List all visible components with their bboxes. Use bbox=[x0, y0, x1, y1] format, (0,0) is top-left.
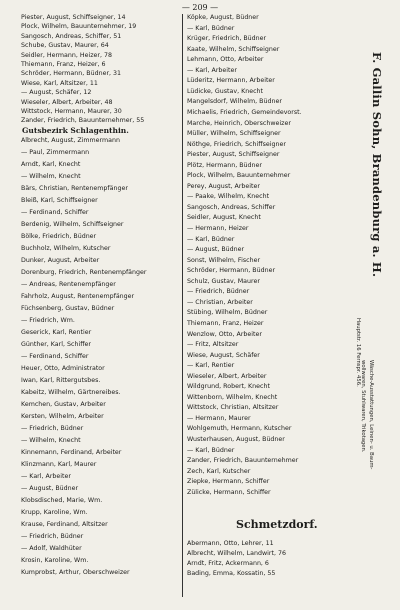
directory-entry: Piester, August, Schiffseigner bbox=[187, 151, 280, 159]
directory-entry: Kinnemann, Ferdinand, Arbeiter bbox=[21, 449, 122, 456]
section-heading-schmetzdorf: Schmetzdorf. bbox=[236, 518, 318, 531]
page-number: — 209 — bbox=[181, 3, 219, 12]
directory-entry: Geserick, Karl, Rentier bbox=[21, 329, 92, 336]
directory-entry: — Karl, Büdner bbox=[187, 24, 235, 32]
directory-entry: Plock, Wilhelm, Bauunternehmer, 19 bbox=[21, 23, 137, 31]
directory-entry: Perey, August, Arbeiter bbox=[187, 182, 260, 190]
directory-entry: Schröder, Hermann, Büdner, 31 bbox=[21, 70, 122, 78]
directory-entry: — Ferdinand, Schiffer bbox=[21, 209, 89, 216]
directory-entry: — Friedrich, Büdner bbox=[21, 425, 84, 432]
directory-entry: Nöthge, Friedrich, Schiffseigner bbox=[187, 140, 286, 148]
ad-text-line-1: Wäsche-Ausstattungen, Leinen- u. Baum- bbox=[368, 360, 374, 470]
directory-entry: — Friedrich, Büdner bbox=[21, 533, 84, 540]
directory-entry: Dorenburg, Friedrich, Rentenempfänger bbox=[21, 269, 147, 276]
directory-entry: Seidler, August, Knecht bbox=[187, 214, 261, 222]
directory-entry: Zülicke, Hermann, Schiffer bbox=[187, 488, 271, 496]
directory-entry: Klobsdisched, Marie, Wm. bbox=[21, 497, 103, 504]
directory-entry: Wittstock, Christian, Altsitzer bbox=[187, 404, 279, 412]
directory-entry: Stübing, Wilhelm, Büdner bbox=[187, 309, 268, 317]
directory-entry: — August, Büdner bbox=[187, 246, 245, 254]
directory-entry: Plock, Wilhelm, Bauunternehmer bbox=[187, 172, 291, 180]
directory-entry: Müller, Wilhelm, Schiffseigner bbox=[187, 130, 281, 138]
directory-entry: — Karl, Büdner bbox=[187, 235, 235, 243]
directory-entry: Kersten, Wilhelm, Arbeiter bbox=[21, 413, 104, 420]
directory-entry: Buchholz, Wilhelm, Kutscher bbox=[21, 245, 111, 252]
directory-entry: Kemchen, Gustav, Arbeiter bbox=[21, 401, 106, 408]
directory-entry: Bading, Emma, Kossatin, 55 bbox=[187, 570, 276, 577]
ad-text-line-2: wollwaren, Stuhlwaren, Trikotagen. bbox=[360, 360, 366, 453]
directory-entry: Bärs, Christian, Rentenempfänger bbox=[21, 185, 128, 192]
directory-entry: Sangosch, Andreas, Schiffer bbox=[187, 203, 276, 211]
directory-entry: — Wilhelm, Knecht bbox=[21, 173, 81, 180]
directory-entry: Ziepke, Hermann, Schiffer bbox=[187, 478, 270, 486]
side-advertisement bbox=[354, 0, 400, 610]
directory-entry: Krupp, Karoline, Wm. bbox=[21, 509, 88, 516]
directory-entry: Wiese, August, Schäfer bbox=[187, 351, 260, 359]
directory-entry: Zander, Friedrich, Bauunternehmer, 55 bbox=[21, 117, 145, 125]
directory-entry: Sonst, Wilhelm, Fischer bbox=[187, 256, 261, 264]
directory-entry: Dunker, August, Arbeiter bbox=[21, 257, 100, 264]
directory-entry: — Hermann, Heizer bbox=[187, 225, 249, 232]
directory-entry: — Karl, Arbeiter bbox=[187, 66, 237, 74]
directory-entry: — August, Büdner bbox=[21, 485, 79, 492]
directory-entry: — Karl, Rentier bbox=[187, 362, 235, 370]
directory-entry: Arndt, Karl, Knecht bbox=[21, 161, 81, 168]
directory-entry: Krüger, Friedrich, Büdner bbox=[187, 35, 267, 43]
directory-entry: — Friedrich, Wm. bbox=[21, 317, 75, 324]
directory-entry: Albrecht, August, Zimmermann bbox=[21, 137, 121, 144]
directory-entry: — Christian, Arbeiter bbox=[187, 298, 253, 306]
directory-entry: — Karl, Büdner bbox=[187, 446, 235, 454]
directory-entry: Bölke, Friedrich, Büdner bbox=[21, 233, 97, 240]
directory-entry: Heuer, Otto, Administrator bbox=[21, 365, 105, 372]
directory-entry: Krosin, Karoline, Wm. bbox=[21, 557, 89, 564]
directory-entry: Arndt, Fritz, Ackermann, 6 bbox=[187, 560, 269, 567]
directory-entry: — Fritz, Altsitzer bbox=[187, 341, 239, 349]
directory-entry: Thiemann, Franz, Heizer, 6 bbox=[21, 61, 106, 68]
directory-entry: Wusterhausen, August, Büdner bbox=[187, 436, 285, 443]
directory-entry: Wohlgemuth, Hermann, Kutscher bbox=[187, 425, 292, 433]
directory-entry: Thiemann, Franz, Heizer bbox=[187, 319, 264, 327]
directory-entry: Schröder, Hermann, Büdner bbox=[187, 267, 276, 275]
directory-entry: — Friedrich, Büdner bbox=[187, 288, 250, 296]
directory-entry: — Adolf, Waldhüter bbox=[21, 545, 82, 552]
directory-entry: Berdenig, Wilhelm, Schiffseigner bbox=[21, 221, 124, 228]
directory-entry: — Karl, Arbeiter bbox=[21, 473, 71, 480]
directory-entry: — Andreas, Rentenempfänger bbox=[21, 281, 116, 288]
directory-entry: Fahrholz, August, Rentenempfänger bbox=[21, 293, 135, 300]
directory-entry: Günther, Karl, Schiffer bbox=[21, 341, 92, 348]
directory-entry: Sangosch, Andreas, Schiffer, 51 bbox=[21, 32, 122, 40]
directory-entry: Marche, Heinrich, Oberschweizer bbox=[187, 119, 291, 127]
directory-entry: Abermann, Otto, Lehrer, 11 bbox=[187, 540, 274, 547]
directory-entry: Michaelis, Friedrich, Gemeindevorst. bbox=[187, 108, 302, 116]
directory-entry: Krause, Ferdinand, Altsitzer bbox=[21, 521, 108, 528]
directory-entry: — Paake, Wilhelm, Knecht bbox=[187, 193, 270, 201]
directory-entry: Wieseler, Albert, Arbeiter bbox=[187, 372, 267, 380]
directory-entry: Zander, Friedrich, Bauunternehmer bbox=[187, 457, 299, 465]
directory-entry: Klinzmann, Karl, Maurer bbox=[21, 461, 97, 468]
directory-entry: Albrecht, Wilhelm, Landwirt, 76 bbox=[187, 550, 286, 557]
directory-entry: — Wilhelm, Knecht bbox=[21, 437, 81, 444]
directory-entry: Kabeitz, Wilhelm, Gärtnereibes. bbox=[21, 389, 121, 396]
directory-entry: — Paul, Zimmermann bbox=[21, 149, 90, 156]
directory-entry: Mangelsdorf, Wilhelm, Büdner bbox=[187, 98, 282, 106]
directory-entry: Seidler, Hermann, Heizer, 78 bbox=[21, 51, 113, 59]
directory-entry: Lüdicke, Gustav, Knecht bbox=[187, 87, 264, 95]
directory-entry: Wenzlow, Otto, Arbeiter bbox=[187, 330, 262, 338]
directory-entry: Kumprobst, Arthur, Oberschweizer bbox=[21, 569, 130, 576]
directory-entry: Kaate, Wilhelm, Schiffseigner bbox=[187, 45, 280, 53]
directory-entry: Piester, August, Schiffseigner, 14 bbox=[21, 14, 126, 21]
directory-entry: Wiese, Karl, Altsitzer, 11 bbox=[21, 79, 98, 87]
directory-entry: Plötz, Hermann, Büdner bbox=[187, 161, 263, 169]
directory-entry: Zech, Karl, Kutscher bbox=[187, 467, 251, 475]
directory-entry: Schube, Gustav, Maurer, 64 bbox=[21, 42, 109, 50]
directory-entry: Füchsenberg, Gustav, Büdner bbox=[21, 305, 115, 312]
ad-company-name: F. Gallin Sohn, Brandenburg a. H. bbox=[370, 52, 384, 278]
directory-entry: Wittenborn, Wilhelm, Knecht bbox=[187, 393, 278, 401]
directory-entry: Schulz, Gustav, Maurer bbox=[187, 277, 260, 285]
directory-entry: — August, Schäfer, 12 bbox=[21, 89, 92, 97]
directory-entry: Wildgrund, Robert, Knecht bbox=[187, 383, 270, 391]
directory-entry: Lehmann, Otto, Arbeiter bbox=[187, 56, 264, 64]
directory-entry: — Hermann, Maurer bbox=[187, 414, 251, 422]
directory-entry: Bleiß, Karl, Schiffseigner bbox=[21, 197, 98, 204]
directory-entry: Iwan, Karl, Rittergutsbes. bbox=[21, 377, 101, 384]
column-divider bbox=[182, 14, 183, 597]
ad-contact: Hauptstr. 16 Fernspr. 456. bbox=[355, 318, 361, 387]
directory-entry: Lüderitz, Hermann, Arbeiter bbox=[187, 77, 275, 85]
section-heading-schlagenthin: Gutsbezirk Schlagenthin. bbox=[22, 126, 129, 135]
directory-entry: Wittstock, Hermann, Maurer, 30 bbox=[21, 108, 122, 115]
directory-entry: — Ferdinand, Schiffer bbox=[21, 353, 89, 360]
directory-entry: Köpke, August, Büdner bbox=[187, 14, 259, 21]
directory-entry: Wieseler, Albert, Arbeiter, 48 bbox=[21, 98, 113, 106]
